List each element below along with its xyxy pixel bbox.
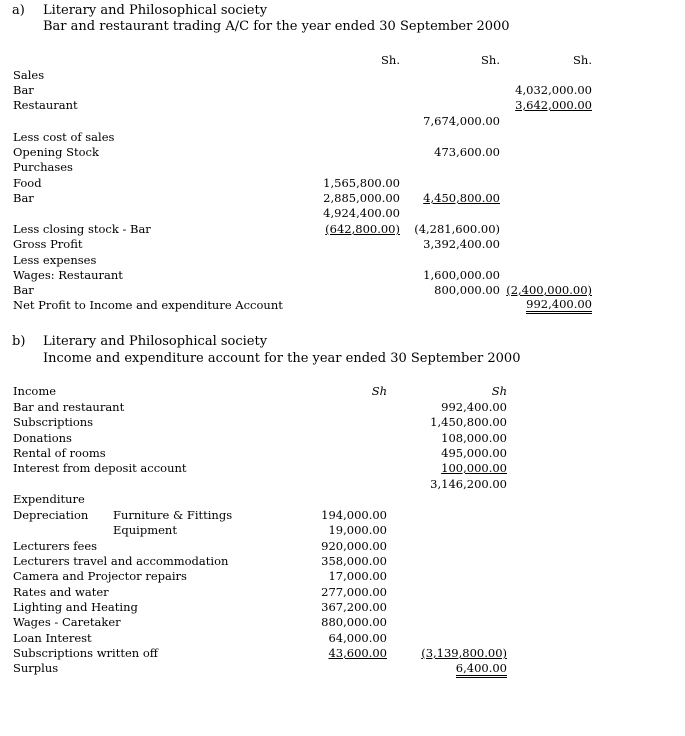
restaurant-label: Restaurant xyxy=(13,98,78,112)
food-label: Food xyxy=(13,176,42,190)
expenditure-amount: 17,000.00 xyxy=(328,569,387,583)
opening-stock-value: 473,600.00 xyxy=(434,145,500,159)
closing-stock-value: (642,800.00) xyxy=(325,222,400,236)
income-item-label: Donations xyxy=(13,431,72,445)
purchases-label: Purchases xyxy=(13,160,73,174)
gross-profit-value: 3,392,400.00 xyxy=(423,237,500,251)
wages-restaurant-value: 1,600,000.00 xyxy=(423,268,500,282)
expense-label: Rates and water xyxy=(13,585,109,599)
section-b-subtitle: Income and expenditure account for the year ended 30 September 2000 xyxy=(43,351,521,366)
restaurant-sales-value: 3,642,000.00 xyxy=(515,98,592,112)
expense-label: Lighting and Heating xyxy=(13,600,138,614)
expenditure-amount: 277,000.00 xyxy=(321,585,387,599)
bar-purchases-value: 2,885,000.00 xyxy=(323,191,400,205)
purchases-subtotal-value: 4,924,400.00 xyxy=(323,206,400,220)
gross-profit-label: Gross Profit xyxy=(13,237,83,251)
bar-purchases-label: Bar xyxy=(13,191,34,205)
less-cost-label: Less cost of sales xyxy=(13,130,115,144)
expenditure-amount: 880,000.00 xyxy=(321,615,387,629)
income-item-amount: 1,450,800.00 xyxy=(430,415,507,429)
section-a-subtitle: Bar and restaurant trading A/C for the year ended 30 September 2000 xyxy=(43,19,510,34)
income-item-label: Subscriptions xyxy=(13,415,94,429)
less-expenses-label: Less expenses xyxy=(13,253,97,267)
income-item-amount: 495,000.00 xyxy=(441,446,507,460)
depreciation-label: Depreciation xyxy=(13,508,89,522)
expenditure-amount: 920,000.00 xyxy=(321,539,387,553)
col-header-3: Sh. xyxy=(573,53,592,67)
wages-bar-value: 800,000.00 xyxy=(434,283,500,297)
expenditure-amount: 358,000.00 xyxy=(321,554,387,568)
wages-restaurant-label: Wages: Restaurant xyxy=(13,268,123,282)
expense-label: Camera and Projector repairs xyxy=(13,569,187,583)
income-total-value: 3,146,200.00 xyxy=(430,477,507,491)
food-purchases-value: 1,565,800.00 xyxy=(323,176,400,190)
net-profit-label: Net Profit to Income and expenditure Account xyxy=(13,298,283,312)
section-a-marker: a) xyxy=(12,3,25,18)
expenditure-label: Expenditure xyxy=(13,492,85,506)
col-header-2: Sh. xyxy=(481,53,500,67)
section-a-title: Literary and Philosophical society xyxy=(43,3,268,18)
purchases-total-value: 4,450,800.00 xyxy=(423,191,500,205)
income-item-amount: 100,000.00 xyxy=(441,461,507,475)
closing-stock-label: Less closing stock - Bar xyxy=(13,222,151,236)
income-label: Income xyxy=(13,384,57,398)
income-item-label: Rental of rooms xyxy=(13,446,106,460)
expense-label: Wages - Caretaker xyxy=(13,615,121,629)
expense-label: Lecturers travel and accommodation xyxy=(13,554,229,568)
income-item-amount: 108,000.00 xyxy=(441,431,507,445)
surplus-value: 6,400.00 xyxy=(456,661,507,678)
expenditure-amount: 367,200.00 xyxy=(321,600,387,614)
equipment-label: Equipment xyxy=(113,523,177,537)
expenditure-amount: 64,000.00 xyxy=(328,631,387,645)
expenditure-total-value: (3,139,800.00) xyxy=(421,646,507,660)
furniture-label: Furniture & Fittings xyxy=(113,508,233,522)
income-item-label: Interest from deposit account xyxy=(13,461,187,475)
wages-total-value: (2,400,000.00) xyxy=(506,283,592,297)
section-b-marker: b) xyxy=(12,334,26,349)
bar-label: Bar xyxy=(13,83,34,97)
opening-stock-label: Opening Stock xyxy=(13,145,99,159)
net-profit-value: 992,400.00 xyxy=(526,297,592,314)
total-sales-value: 7,674,000.00 xyxy=(423,114,500,128)
expenditure-amount: 19,000.00 xyxy=(328,523,387,537)
cost-of-sales-value: (4,281,600.00) xyxy=(414,222,500,236)
expense-label: Subscriptions written off xyxy=(13,646,158,660)
sales-label: Sales xyxy=(13,68,45,82)
income-item-label: Bar and restaurant xyxy=(13,400,125,414)
expense-label: Lecturers fees xyxy=(13,539,98,553)
bar-sales-value: 4,032,000.00 xyxy=(515,83,592,97)
income-item-amount: 992,400.00 xyxy=(441,400,507,414)
wages-bar-label: Bar xyxy=(13,283,34,297)
b-col-header-1: Sh xyxy=(371,384,387,398)
b-col-header-2: Sh xyxy=(491,384,507,398)
expense-label: Loan Interest xyxy=(13,631,92,645)
expenditure-amount: 43,600.00 xyxy=(328,646,387,660)
expenditure-amount: 194,000.00 xyxy=(321,508,387,522)
section-b-title: Literary and Philosophical society xyxy=(43,334,268,349)
surplus-label: Surplus xyxy=(13,661,59,675)
col-header-1: Sh. xyxy=(381,53,400,67)
